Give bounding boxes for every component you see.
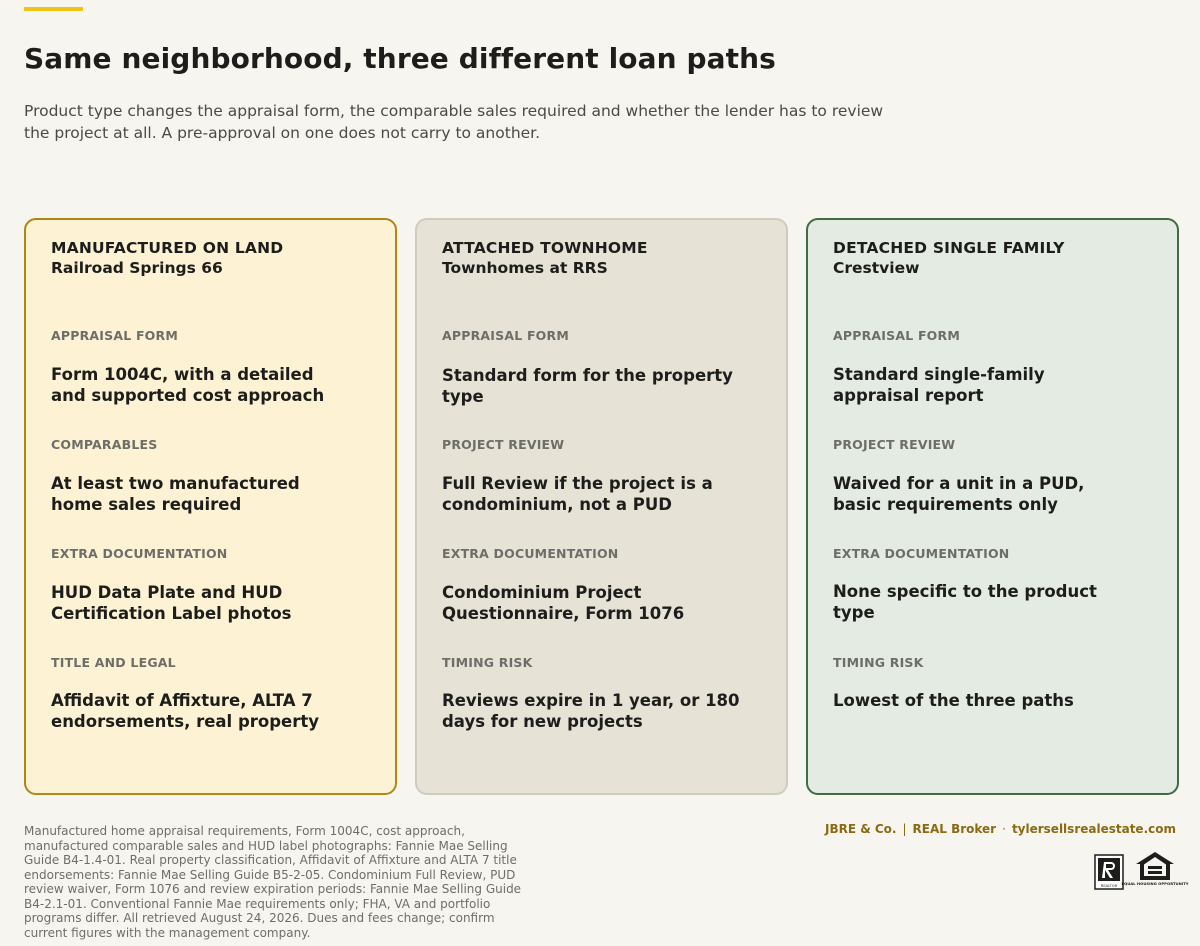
card-detached-single-family: [806, 218, 1179, 795]
page-subtitle: Product type changes the appraisal form, the comparable sales required and whether the lender has to review the project at all. A pre-approval on one does not carry to another.: [24, 102, 884, 142]
section-label: EXTRA DOCUMENTATION: [442, 546, 619, 561]
brand-line: [825, 822, 1176, 836]
card-community: Railroad Springs 66: [51, 259, 223, 277]
section-value: Lowest of the three paths: [833, 691, 1074, 710]
section-label: TIMING RISK: [833, 655, 924, 670]
brand-name: JBRE & Co.: [825, 822, 897, 836]
section-label: PROJECT REVIEW: [833, 437, 956, 452]
section-label: APPRAISAL FORM: [442, 328, 569, 343]
sources-footnote: Manufactured home appraisal requirements, Form 1004C, cost approach, manufactured comparable sales and HUD label photographs: Fannie Mae Selling Guide B4-1.4-01. Real property classification, Affidavit of Affixture and ALTA 7 title endorsements: Fannie Mae Selling Guide B5-2-05. Condominium Full Review, PUD review waiver, Form 1076 and review expiration periods: Fannie Mae Selling Guide B4-2.1-01. Conventional Fannie Mae requirements only; FHA, VA and portfolio programs differ. All retrieved August 24, 2026. Dues and fees change; confirm current figures with the management company.: [24, 824, 522, 940]
section-value: Affidavit of Affixture, ALTA 7 endorsements, real property: [51, 691, 320, 731]
equal-housing-opportunity-icon: [1121, 850, 1189, 890]
section-value: Form 1004C, with a detailed and supported cost approach: [51, 365, 325, 405]
section-label: APPRAISAL FORM: [51, 328, 178, 343]
svg-text:EQUAL HOUSING OPPORTUNITY: EQUAL HOUSING OPPORTUNITY: [1121, 881, 1189, 886]
section-value: Waived for a unit in a PUD, basic requirements only: [833, 474, 1085, 514]
compliance-logos: [1094, 850, 1189, 890]
card-community: Townhomes at RRS: [442, 259, 608, 277]
section-label: TIMING RISK: [442, 655, 533, 670]
section-label: COMPARABLES: [51, 437, 158, 452]
cards-row: [24, 218, 1179, 795]
card-type: MANUFACTURED ON LAND: [51, 239, 284, 257]
section-value: Reviews expire in 1 year, or 180 days for new projects: [442, 691, 740, 731]
section-value: Full Review if the project is a condominium, not a PUD: [442, 474, 713, 514]
section-label: EXTRA DOCUMENTATION: [833, 546, 1010, 561]
section-value: HUD Data Plate and HUD Certification Label photos: [51, 583, 292, 623]
section-value: Standard single-family appraisal report: [833, 365, 1045, 405]
section-label: APPRAISAL FORM: [833, 328, 960, 343]
card-community: Crestview: [833, 259, 920, 277]
page-title: Same neighborhood, three different loan paths: [24, 42, 776, 75]
section-label: TITLE AND LEGAL: [51, 655, 176, 670]
card-type: ATTACHED TOWNHOME: [442, 239, 648, 257]
section-value: Condominium Project Questionnaire, Form 1076: [442, 583, 685, 623]
realtor-logo-icon: [1094, 854, 1124, 890]
separator-bar: |: [902, 822, 907, 836]
separator-dot: ·: [1002, 822, 1006, 836]
accent-bar: [24, 7, 83, 11]
website-link[interactable]: tylersellsrealestate.com: [1011, 822, 1176, 836]
svg-text:REALTOR: REALTOR: [1100, 884, 1118, 888]
broker-name: REAL Broker: [912, 822, 997, 836]
card-type: DETACHED SINGLE FAMILY: [833, 239, 1065, 257]
card-manufactured-on-land: [24, 218, 397, 795]
section-label: EXTRA DOCUMENTATION: [51, 546, 228, 561]
section-value: At least two manufactured home sales required: [51, 474, 300, 514]
card-attached-townhome: [415, 218, 788, 795]
section-value: None specific to the product type: [833, 582, 1097, 622]
section-value: Standard form for the property type: [442, 366, 733, 406]
section-label: PROJECT REVIEW: [442, 437, 565, 452]
